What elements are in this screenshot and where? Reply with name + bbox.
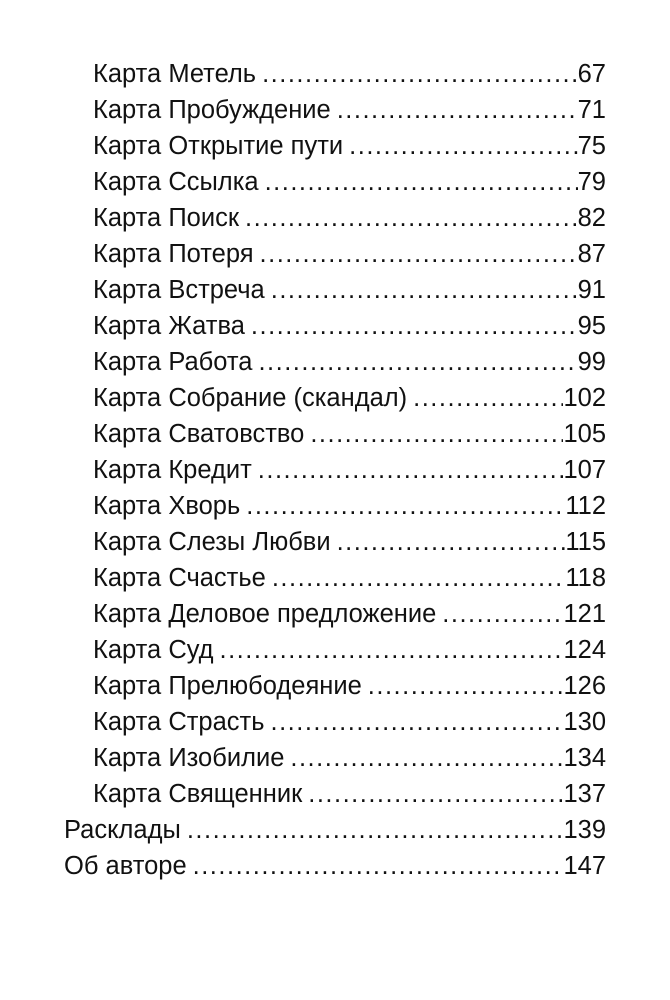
toc-entry[interactable] [0, 668, 670, 704]
toc-dot-leader [271, 704, 564, 740]
toc-entry[interactable] [0, 200, 670, 236]
toc-entry-title: Карта Ссылка [93, 168, 259, 196]
toc-dot-leader [262, 56, 578, 92]
toc-entry-title: Карта Суд [93, 636, 214, 664]
toc-entry-title: Карта Страсть [93, 708, 265, 736]
toc-page-number: 82 [577, 204, 606, 232]
toc-entry[interactable] [0, 308, 670, 344]
toc-entry-title: Карта Счастье [93, 564, 266, 592]
toc-entry-title: Карта Открытие пути [93, 132, 344, 160]
toc-dot-leader [349, 128, 577, 164]
toc-entry-title: Карта Жатва [93, 312, 245, 340]
toc-entry-title: Карта Собрание (скандал) [93, 384, 408, 412]
toc-entry-title: Карта Слезы Любви [93, 528, 331, 556]
toc-dot-leader [337, 524, 566, 560]
toc-page-number: 79 [577, 168, 606, 196]
toc-page-number: 134 [563, 744, 606, 772]
toc-dot-leader [337, 92, 578, 128]
toc-page-number: 75 [577, 132, 606, 160]
toc-entry[interactable] [0, 92, 670, 128]
toc-page-number: 102 [563, 384, 606, 412]
toc-dot-leader [193, 848, 564, 884]
toc-entry-title: Карта Деловое предложение [93, 600, 437, 628]
toc-entry-title: Карта Кредит [93, 456, 252, 484]
toc-dot-leader [413, 380, 563, 416]
toc-entry-title: Карта Поиск [93, 204, 239, 232]
toc-entry[interactable] [0, 740, 670, 776]
table-of-contents [0, 56, 670, 884]
toc-entry[interactable] [0, 164, 670, 200]
toc-dot-leader [368, 668, 564, 704]
toc-entry[interactable] [0, 488, 670, 524]
toc-page-number: 95 [577, 312, 606, 340]
toc-entry[interactable] [0, 596, 670, 632]
toc-dot-leader [187, 812, 564, 848]
toc-page-number: 112 [565, 492, 606, 520]
toc-entry-title: Карта Прелюбодеяние [93, 672, 362, 700]
toc-dot-leader [265, 164, 578, 200]
toc-dot-leader [290, 740, 563, 776]
toc-page-number: 99 [577, 348, 606, 376]
toc-entry-title: Карта Сватовство [93, 420, 305, 448]
toc-entry-title: Карта Встреча [93, 276, 265, 304]
toc-entry[interactable] [0, 560, 670, 596]
toc-dot-leader [260, 236, 578, 272]
toc-page-number: 139 [563, 816, 606, 844]
toc-entry[interactable] [0, 848, 670, 884]
toc-entry[interactable] [0, 380, 670, 416]
toc-entry-title: Расклады [64, 816, 181, 844]
toc-entry[interactable] [0, 272, 670, 308]
toc-page-number: 124 [563, 636, 606, 664]
toc-entry-title: Карта Священник [93, 780, 303, 808]
toc-dot-leader [442, 596, 563, 632]
toc-dot-leader [245, 200, 578, 236]
toc-entry[interactable] [0, 344, 670, 380]
toc-page-number: 121 [563, 600, 606, 628]
toc-entry[interactable] [0, 524, 670, 560]
toc-page-number: 126 [563, 672, 606, 700]
toc-page-number: 67 [577, 60, 606, 88]
toc-entry[interactable] [0, 776, 670, 812]
toc-entry[interactable] [0, 236, 670, 272]
toc-entry[interactable] [0, 452, 670, 488]
toc-dot-leader [251, 308, 578, 344]
toc-entry-title: Карта Работа [93, 348, 253, 376]
toc-entry-title: Об авторе [64, 852, 187, 880]
toc-entry-title: Карта Хворь [93, 492, 241, 520]
toc-dot-leader [220, 632, 564, 668]
toc-page-number: 118 [565, 564, 606, 592]
toc-entry[interactable] [0, 632, 670, 668]
toc-entry-title: Карта Потеря [93, 240, 254, 268]
toc-dot-leader [272, 560, 566, 596]
toc-dot-leader [258, 344, 577, 380]
toc-entry-title: Карта Изобилие [93, 744, 285, 772]
toc-page-number: 91 [577, 276, 606, 304]
toc-page-number: 71 [577, 96, 606, 124]
toc-dot-leader [308, 776, 563, 812]
toc-entry[interactable] [0, 56, 670, 92]
toc-page-number: 107 [563, 456, 606, 484]
toc-entry[interactable] [0, 416, 670, 452]
toc-page-number: 115 [565, 528, 606, 556]
toc-entry[interactable] [0, 704, 670, 740]
toc-page-number: 130 [563, 708, 606, 736]
toc-entry[interactable] [0, 812, 670, 848]
toc-page-number: 147 [563, 852, 606, 880]
toc-entry[interactable] [0, 128, 670, 164]
toc-dot-leader [310, 416, 563, 452]
toc-dot-leader [271, 272, 578, 308]
toc-entry-title: Карта Пробуждение [93, 96, 331, 124]
toc-page-number: 105 [563, 420, 606, 448]
toc-page-number: 87 [577, 240, 606, 268]
toc-page-number: 137 [563, 780, 606, 808]
toc-dot-leader [246, 488, 565, 524]
toc-dot-leader [258, 452, 564, 488]
toc-entry-title: Карта Метель [93, 60, 257, 88]
